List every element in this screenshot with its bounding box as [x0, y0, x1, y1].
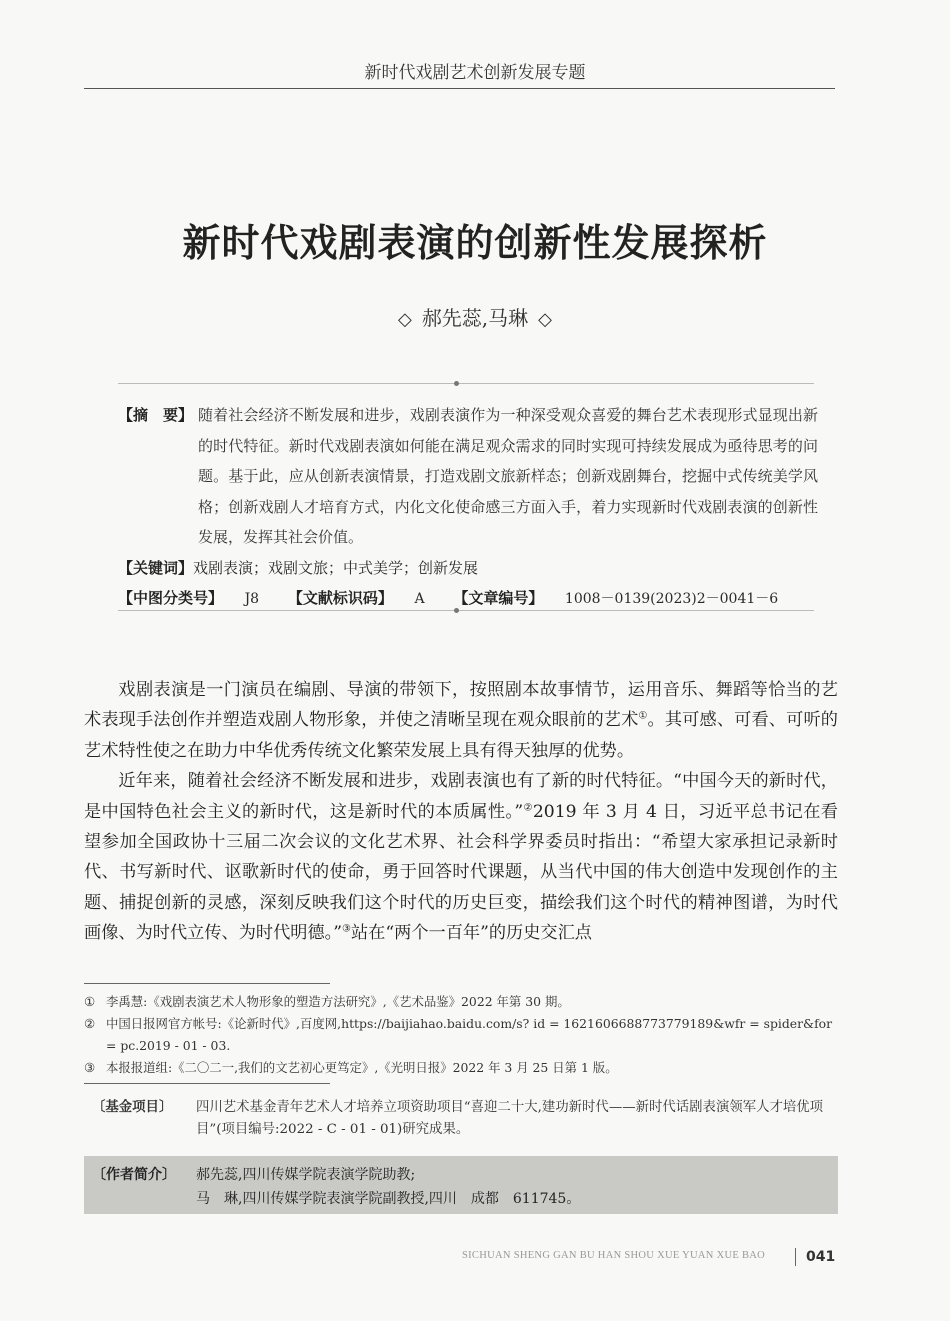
footer-separator — [795, 1248, 796, 1266]
footnote-ref[interactable]: ③ — [342, 923, 351, 935]
header-rule — [84, 88, 835, 89]
footnote-url-text: 中国日报网官方帐号:《论新时代》,百度网,https://baijiahao.baidu.com/s? id = 1621606688773779189&wfr = spider&for = pc.2019 - 01 - 03. — [106, 1016, 833, 1053]
keywords: 戏剧表演；戏剧文旅；中式美学；创新发展 — [193, 558, 479, 577]
journal-name: SICHUAN SHENG GAN BU HAN SHOU XUE YUAN XUE BAO — [462, 1250, 766, 1261]
authors: 郝先蕊,马琳 — [421, 306, 529, 330]
abstract-bottom-dot — [454, 608, 459, 613]
fund-rule — [84, 1083, 330, 1084]
doc-code-value: A — [414, 591, 425, 607]
fund-info — [92, 1097, 832, 1141]
footnote-rule — [84, 983, 330, 984]
author-info-label: 〔作者简介〕 — [92, 1167, 176, 1183]
abstract-top-dot — [454, 381, 459, 386]
abstract-bottom-rule — [118, 610, 814, 611]
footnote-item: ① 李禹慧:《戏剧表演艺术人物形象的塑造方法研究》,《艺术品鉴》2022 年第 30 期。 — [84, 994, 570, 1009]
author-line — [0, 302, 950, 331]
keywords-row — [118, 553, 818, 584]
article-no-label: 【文章编号】 — [453, 589, 544, 607]
page-number: 041 — [806, 1249, 836, 1265]
fund-text: 四川艺术基金青年艺术人才培养立项资助项目“喜迎二十大,建功新时代——新时代话剧表演领军人才培优项目”(项目编号:2022 - C - 01 - 01)研究成果。 — [196, 1100, 824, 1137]
footnotes — [84, 991, 838, 1079]
abstract-text: 随着社会经济不断发展和进步，戏剧表演作为一种深受观众喜爱的舞台艺术表现形式显现出新的时代特征。新时代戏剧表演如何能在满足观众需求的同时实现可持续发展成为亟待思考的问题。基于此，应从创新表演情景，打造戏剧文旅新样态；创新戏剧舞台，挖掘中式传统美学风格；创新戏剧人才培育方式，内化文化使命感三方面入手，着力实现新时代戏剧表演的创新性发展，发挥其社会价值。 — [198, 406, 818, 546]
fund-label: 〔基金项目〕 — [92, 1100, 173, 1115]
footnote-item: ② 中国日报网官方帐号:《论新时代》,百度网,https://baijiahao.baidu.com/s? id = 1621606688773779189&wfr = spider&for = pc.2019 - 01 - 03. — [84, 1013, 838, 1057]
clc-value: J8 — [244, 591, 260, 607]
author-info-line: 马 琳,四川传媒学院表演学院副教授,四川 成都 611745。 — [196, 1191, 581, 1207]
paragraph: 戏剧表演是一门演员在编剧、导演的带领下，按照剧本故事情节，运用音乐、舞蹈等恰当的艺术表现手法创作并塑造戏剧人物形象，并使之清晰呈现在观众眼前的艺术①。其可感、可看、可听的艺术特性使之在助力中华优秀传统文化繁荣发展上具有得天独厚的优势。 — [84, 680, 838, 761]
abstract-label: 【摘 要】 — [118, 406, 194, 424]
diamond-icon: ◇ — [397, 309, 412, 330]
author-info-line: 郝先蕊,四川传媒学院表演学院助教; — [196, 1167, 416, 1183]
author-info-box — [84, 1156, 838, 1214]
footnote-item: ③ 本报报道组:《二〇二一,我们的文艺初心更笃定》,《光明日报》2022 年 3 月 25 日第 1 版。 — [84, 1060, 618, 1075]
clc-label: 【中图分类号】 — [118, 589, 224, 607]
article-no-value: 1008－0139(2023)2－0041－6 — [564, 591, 779, 607]
abstract-top-rule — [118, 383, 814, 384]
footnote-ref[interactable]: ① — [638, 710, 648, 722]
article-title: 新时代戏剧表演的创新性发展探析 — [182, 220, 768, 265]
body-text — [84, 675, 838, 949]
diamond-icon: ◇ — [538, 309, 553, 330]
doc-code-label: 【文献标识码】 — [287, 589, 393, 607]
keywords-label: 【关键词】 — [118, 558, 194, 577]
abstract-block — [118, 400, 818, 615]
footnote-ref[interactable]: ② — [523, 801, 533, 813]
abstract-row — [118, 400, 818, 553]
paragraph: 近年来，随着社会经济不断发展和进步，戏剧表演也有了新的时代特征。“中国今天的新时代，是中国特色社会主义的新时代，这是新时代的本质属性。”②2019 年 3 月 4 日，习近平总书记在看望参加全国政协十三届二次会议的文化艺术界、社会科学界委员时指出：“希望大家承担记录新时代、书写新时代、讴歌新时代的使命，勇于回答时代课题，从当代中国的伟大创造中发现创作的主题、捕捉创新的灵感，深刻反映我们这个时代的历史巨变，描绘我们这个时代的精神图谱，为时代画像、为时代立传、为时代明德。”③站在“两个一百年”的历史交汇点 — [84, 771, 838, 944]
running-header: 新时代戏剧艺术创新发展专题 — [364, 63, 586, 83]
